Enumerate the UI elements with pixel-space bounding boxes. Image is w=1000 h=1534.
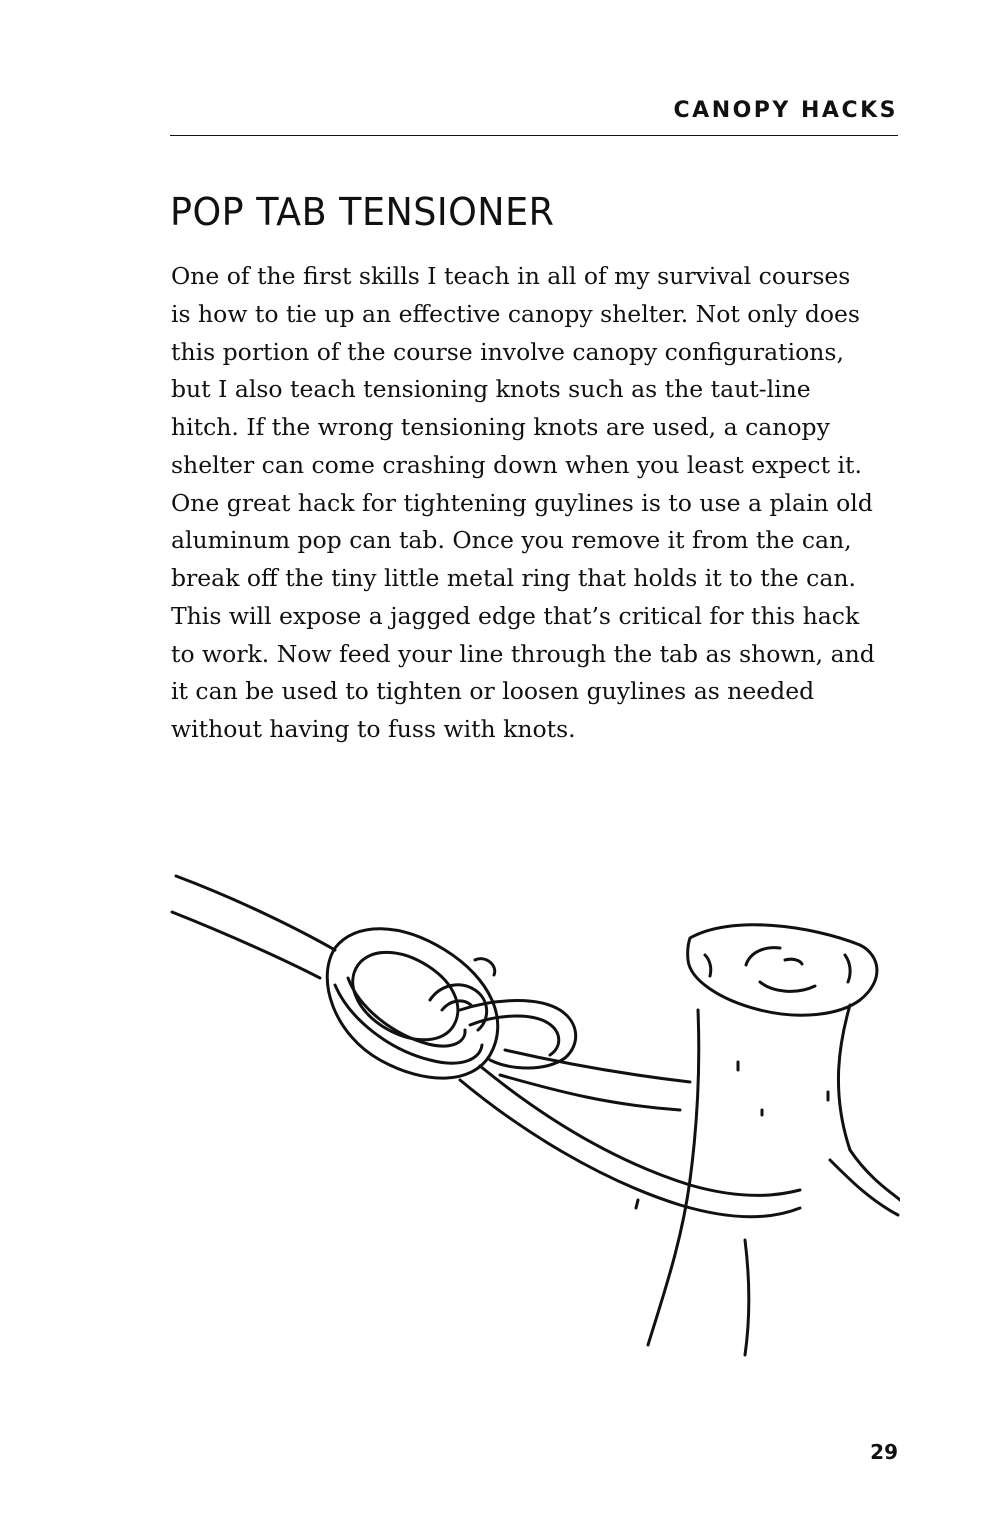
body-line: One of the first skills I teach in all of my survival courses xyxy=(171,262,851,290)
body-line: this portion of the course involve canopy configurations, xyxy=(171,337,844,366)
body-line: without having to fuss with knots. xyxy=(171,715,576,743)
body-line: to work. Now feed your line through the tab as shown, and xyxy=(171,639,875,668)
body-line: but I also teach tensioning knots such as the taut-line xyxy=(171,375,811,404)
body-line: One great hack for tightening guylines is to use a plain old xyxy=(171,488,873,517)
guyline-rope xyxy=(172,876,800,1217)
section-title: POP TAB TENSIONER xyxy=(170,190,555,234)
page-number: 29 xyxy=(870,1440,898,1464)
tree-stump xyxy=(636,925,900,1355)
body-line: break off the tiny little metal ring that holds it to the can. xyxy=(171,564,856,592)
running-head: CANOPY HACKS xyxy=(673,98,898,123)
body-line: shelter can come crashing down when you least expect it. xyxy=(171,450,862,479)
body-line: hitch. If the wrong tensioning knots are used, a canopy xyxy=(171,413,830,441)
body-line: aluminum pop can tab. Once you remove it from the can, xyxy=(171,526,852,555)
pop-tab-tensioner-illustration xyxy=(160,860,900,1360)
body-line: is how to tie up an effective canopy shelter. Not only does xyxy=(171,299,860,328)
body-line: This will expose a jagged edge that’s critical for this hack xyxy=(171,601,860,630)
body-line: it can be used to tighten or loosen guylines as needed xyxy=(171,677,815,706)
body-paragraph xyxy=(171,258,931,749)
header-rule xyxy=(170,135,898,136)
